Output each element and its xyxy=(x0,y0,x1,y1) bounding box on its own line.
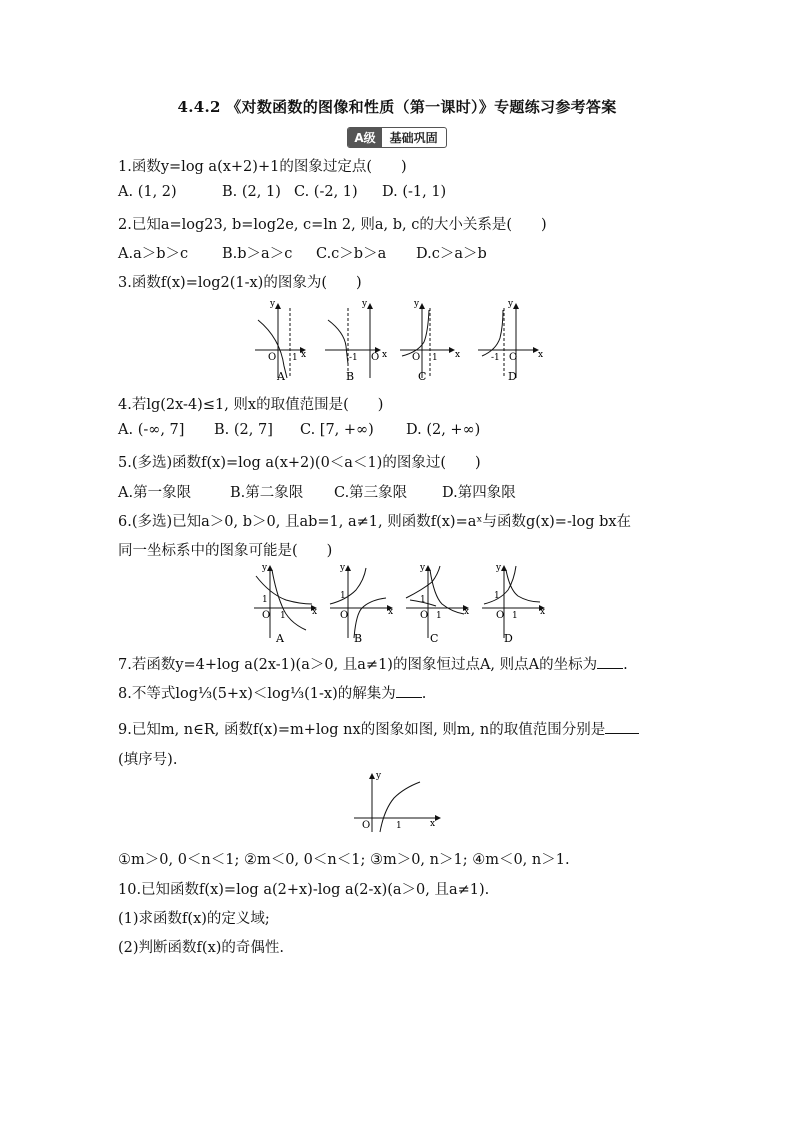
svg-text:y: y xyxy=(414,299,420,309)
q5-option-a: A.第一象限 xyxy=(118,485,192,501)
svg-text:O: O xyxy=(262,610,271,621)
q5-option-d: D.第四象限 xyxy=(442,485,516,501)
q3-graph-a xyxy=(255,299,306,383)
section-badge xyxy=(347,127,446,148)
section-level: A级 xyxy=(348,128,381,147)
q1-option-d: D. (-1, 1) xyxy=(382,184,447,200)
svg-text:y: y xyxy=(270,299,276,309)
q6-graph-a xyxy=(254,563,317,645)
q9-stem-line1: 9.已知m, n∈R, 函数f(x)=m+log nx的图象如图, 则m, n的取值范围分别是 xyxy=(118,718,639,739)
q6-label-d: D xyxy=(504,632,513,645)
svg-text:1: 1 xyxy=(292,353,298,363)
svg-text:y: y xyxy=(420,563,426,573)
svg-text:x: x xyxy=(388,607,394,617)
q4-stem: 4.若lg(2x-4)≤1, 则x的取值范围是( ) xyxy=(118,397,384,413)
q2-option-a: A.a＞b＞c xyxy=(118,246,189,262)
svg-text:x: x xyxy=(540,607,546,617)
page-title: 4.4.2 《对数函数的图像和性质（第一课时）》专题练习参考答案 xyxy=(177,98,617,116)
svg-text:1: 1 xyxy=(432,353,438,363)
svg-text:O: O xyxy=(496,610,505,621)
svg-text:O: O xyxy=(412,352,421,363)
q6-graph-c xyxy=(406,563,469,645)
q8-stem: 8.不等式log⅓(5+x)＜log⅓(1-x)的解集为 . xyxy=(118,686,427,702)
q5-option-b: B.第二象限 xyxy=(230,485,304,501)
q3-label-b: B xyxy=(346,370,355,383)
svg-text:1: 1 xyxy=(280,611,286,621)
svg-text:x: x xyxy=(312,607,318,617)
svg-text:1: 1 xyxy=(262,595,268,605)
svg-text:O: O xyxy=(420,610,429,621)
svg-text:x: x xyxy=(301,350,307,360)
svg-text:x: x xyxy=(455,350,461,360)
q6-label-b: B xyxy=(354,632,363,645)
svg-text:x: x xyxy=(430,819,436,829)
svg-text:O: O xyxy=(509,352,518,363)
q5-options xyxy=(118,481,516,502)
q2-option-c: C.c＞b＞a xyxy=(316,246,387,262)
q5-stem: 5.(多选)函数f(x)=log a(x+2)(0＜a＜1)的图象过( ) xyxy=(118,455,481,471)
q4-options xyxy=(118,422,480,438)
q7-answer-blank[interactable] xyxy=(597,656,623,669)
svg-text:O: O xyxy=(371,352,380,363)
q9-figure xyxy=(350,770,446,834)
svg-text:y: y xyxy=(362,299,368,309)
q1-options xyxy=(118,184,446,200)
q1-option-b: B. (2, 1) xyxy=(222,184,281,200)
svg-text:O: O xyxy=(340,610,349,621)
svg-text:1: 1 xyxy=(494,591,500,601)
q3-label-a: A xyxy=(277,370,285,383)
q7-stem: 7.若函数y=4+log a(2x-1)(a＞0, 且a≠1)的图象恒过点A, 则点A的坐标为 . xyxy=(118,657,628,673)
q6-stem-line1: 6.(多选)已知a＞0, b＞0, 且ab=1, a≠1, 则函数f(x)=aˣ与函数g(x)=-log bx在 xyxy=(118,514,632,530)
q4-option-b: B. (2, 7] xyxy=(214,422,273,438)
q2-option-d: D.c＞a＞b xyxy=(416,246,487,262)
q3-label-c: C xyxy=(418,370,427,383)
svg-text:y: y xyxy=(376,771,382,781)
q1-stem: 1.函数y=log a(x+2)+1的图象过定点( ) xyxy=(118,159,407,175)
q2-option-b: B.b＞a＞c xyxy=(222,246,293,262)
svg-text:y: y xyxy=(496,563,502,573)
svg-text:-1: -1 xyxy=(491,353,500,363)
q9-answer-blank[interactable] xyxy=(605,721,639,734)
svg-text:-1: -1 xyxy=(349,353,358,363)
q4-option-a: A. (-∞, 7] xyxy=(118,422,185,438)
q1-option-c: C. (-2, 1) xyxy=(294,184,358,200)
q2-options xyxy=(118,242,487,263)
q6-graph-d xyxy=(482,563,545,645)
q3-graph-b xyxy=(325,299,387,383)
q10-stem: 10.已知函数f(x)=log a(2+x)-log a(2-x)(a＞0, 且a≠1). xyxy=(118,882,490,898)
q9-choices: ①m＞0, 0＜n＜1; ②m＜0, 0＜n＜1; ③m＞0, n＞1; ④m＜0, n＞1. xyxy=(118,852,570,868)
q3-graph-d xyxy=(478,299,543,383)
q3-stem: 3.函数f(x)=log2(1-x)的图象为( ) xyxy=(118,275,362,291)
q2-stem: 2.已知a=log23, b=log2e, c=ln 2, 则a, b, c的大小关系是( ) xyxy=(118,217,547,233)
q3-graph-c xyxy=(400,299,460,383)
q6-graph-b xyxy=(330,563,393,645)
svg-text:y: y xyxy=(508,299,514,309)
svg-text:y: y xyxy=(340,563,346,573)
q4-option-c: C. [7, +∞) xyxy=(300,422,374,438)
q10-part1: (1)求函数f(x)的定义域; xyxy=(118,911,270,927)
q4-option-d: D. (2, +∞) xyxy=(406,422,481,438)
q6-label-a: A xyxy=(276,632,284,645)
svg-text:1: 1 xyxy=(396,821,402,831)
svg-text:1: 1 xyxy=(420,595,426,605)
svg-text:1: 1 xyxy=(340,591,346,601)
q1-option-a: A. (1, 2) xyxy=(118,184,177,200)
q10-part2: (2)判断函数f(x)的奇偶性. xyxy=(118,940,285,956)
q3-label-d: D xyxy=(508,370,517,383)
q3-figure xyxy=(250,298,550,386)
svg-text:O: O xyxy=(268,352,277,363)
svg-text:y: y xyxy=(262,563,268,573)
svg-text:x: x xyxy=(382,350,388,360)
svg-text:x: x xyxy=(464,607,470,617)
section-label: 基础巩固 xyxy=(389,131,438,145)
svg-text:x: x xyxy=(538,350,544,360)
q5-option-c: C.第三象限 xyxy=(334,485,408,501)
q9-stem-line2: (填序号). xyxy=(118,752,178,768)
svg-text:1: 1 xyxy=(436,611,442,621)
svg-text:1: 1 xyxy=(512,611,518,621)
q6-figure xyxy=(250,562,550,646)
svg-text:O: O xyxy=(362,820,371,831)
q6-stem-line2: 同一坐标系中的图象可能是( ) xyxy=(118,543,333,559)
q8-answer-blank[interactable] xyxy=(396,685,422,698)
q6-label-c: C xyxy=(430,632,439,645)
